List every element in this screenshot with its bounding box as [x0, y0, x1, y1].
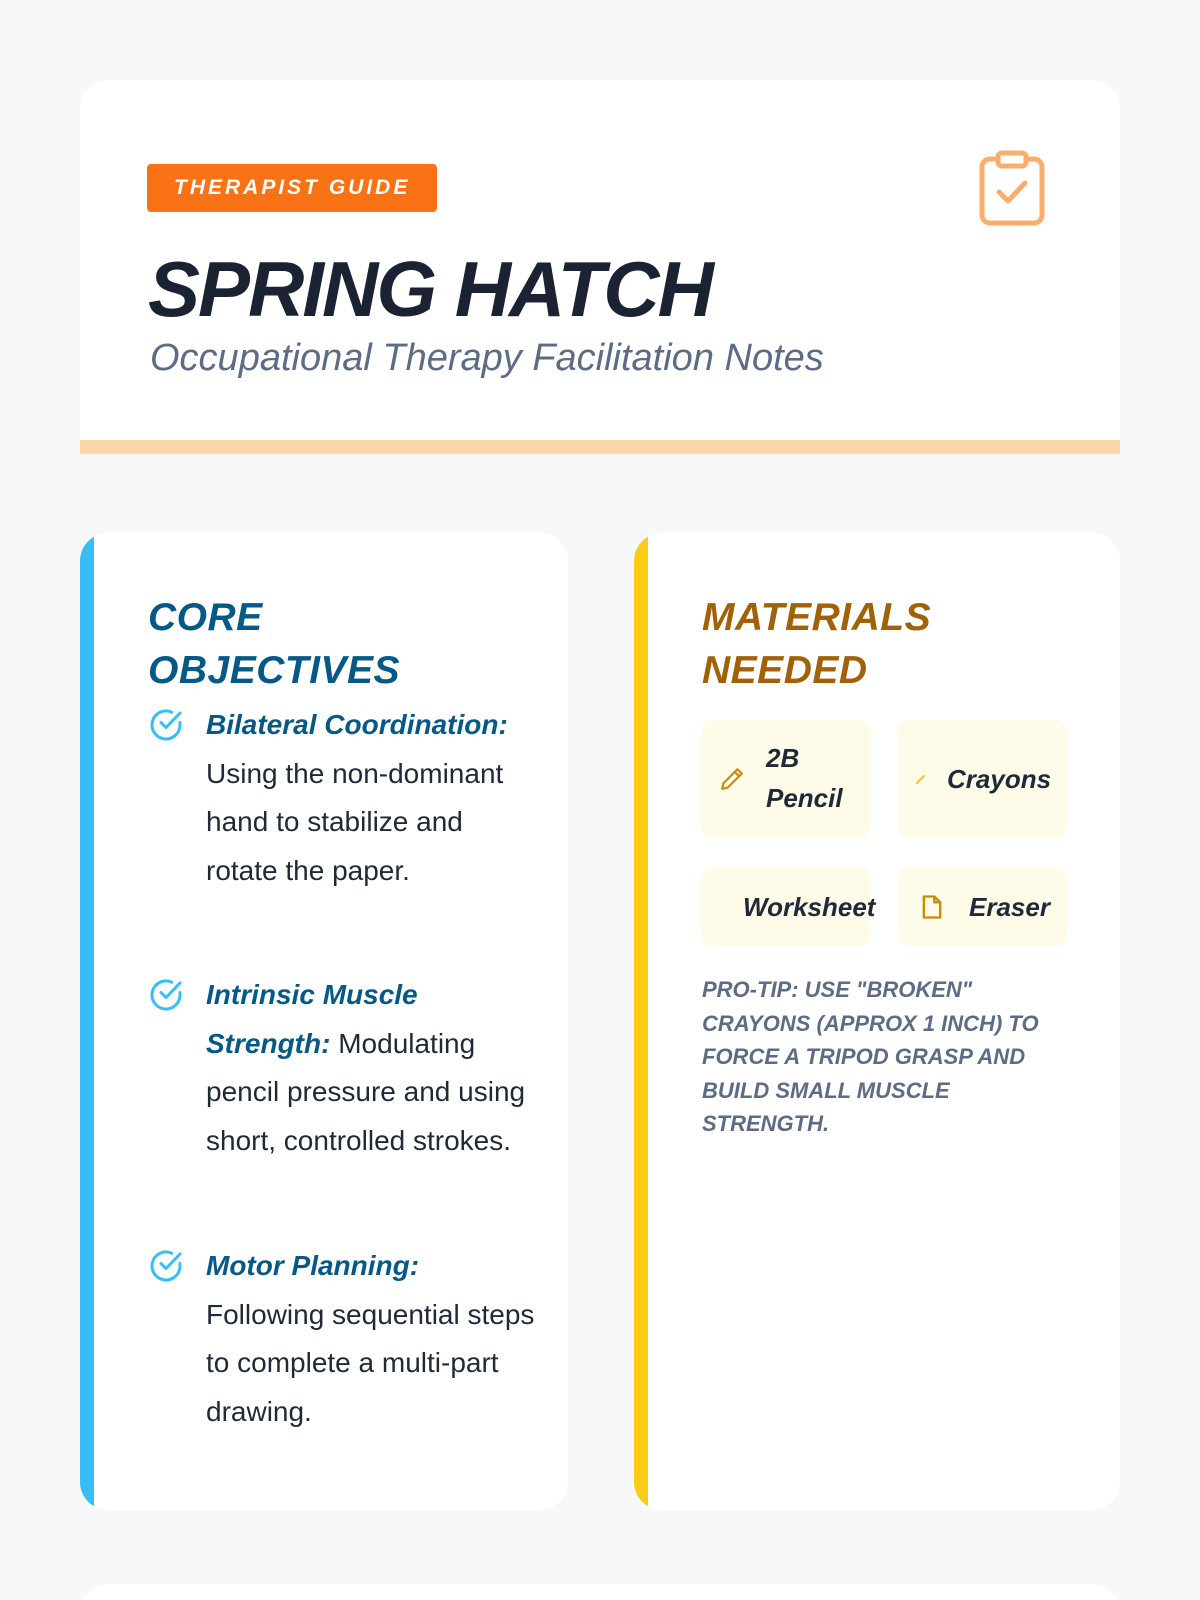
materials-panel — [634, 533, 1120, 1510]
heading-line: NEEDED — [702, 649, 868, 692]
clipboard-check-icon — [978, 150, 1046, 226]
materials-heading — [702, 591, 1062, 697]
material-label-line: 2B — [766, 743, 800, 773]
next-section-card — [80, 1584, 1120, 1600]
header-divider — [80, 440, 1120, 454]
core-objectives-heading — [148, 591, 508, 697]
objective-item — [148, 1242, 538, 1436]
objective-description: Following sequential steps to complete a multi-part drawing. — [206, 1298, 535, 1427]
heading-line: MATERIALS — [702, 596, 932, 639]
panel-accent-bar — [80, 533, 94, 1510]
material-item-eraser — [897, 867, 1067, 946]
material-label: Eraser — [969, 892, 1050, 922]
material-label-line: Pencil — [766, 783, 843, 813]
material-label: Crayons — [947, 764, 1052, 794]
material-label: Worksheet — [743, 892, 876, 922]
header-card — [80, 80, 1120, 454]
objective-description: Modulating pencil pressure and using short, controlled strokes. — [206, 1027, 526, 1156]
material-item-pencil — [701, 720, 871, 838]
pencil-icon — [719, 766, 745, 792]
material-item-worksheet — [701, 867, 876, 946]
pro-tip-text: PRO-TIP: USE "BROKEN" CRAYONS (APPROX 1 INCH) TO FORCE A TRIPOD GRASP AND BUILD SMALL MUSCLE STRENGTH. — [702, 977, 1039, 1136]
objective-term: Motor Planning: — [206, 1250, 420, 1281]
objective-description: Using the non-dominant hand to stabilize and rotate the paper. — [206, 757, 504, 886]
heading-line: CORE — [148, 596, 263, 639]
file-icon — [918, 893, 946, 921]
crayon-icon — [914, 772, 928, 786]
check-circle-icon — [148, 977, 184, 1013]
objective-term: Intrinsic Muscle Strength: — [206, 979, 418, 1059]
heading-line: OBJECTIVES — [148, 649, 401, 692]
core-objectives-panel — [80, 533, 568, 1510]
material-item-crayons — [897, 720, 1067, 838]
panel-accent-bar — [634, 533, 648, 1510]
objective-item — [148, 701, 538, 895]
check-circle-icon — [148, 1248, 184, 1284]
page-subtitle: Occupational Therapy Facilitation Notes — [150, 337, 824, 379]
check-circle-icon — [148, 707, 184, 743]
page-title: SPRING HATCH — [148, 245, 712, 333]
material-label — [766, 738, 843, 818]
objective-term: Bilateral Coordination: — [206, 709, 508, 740]
objective-item — [148, 971, 538, 1165]
therapist-guide-badge: THERAPIST GUIDE — [147, 164, 437, 212]
